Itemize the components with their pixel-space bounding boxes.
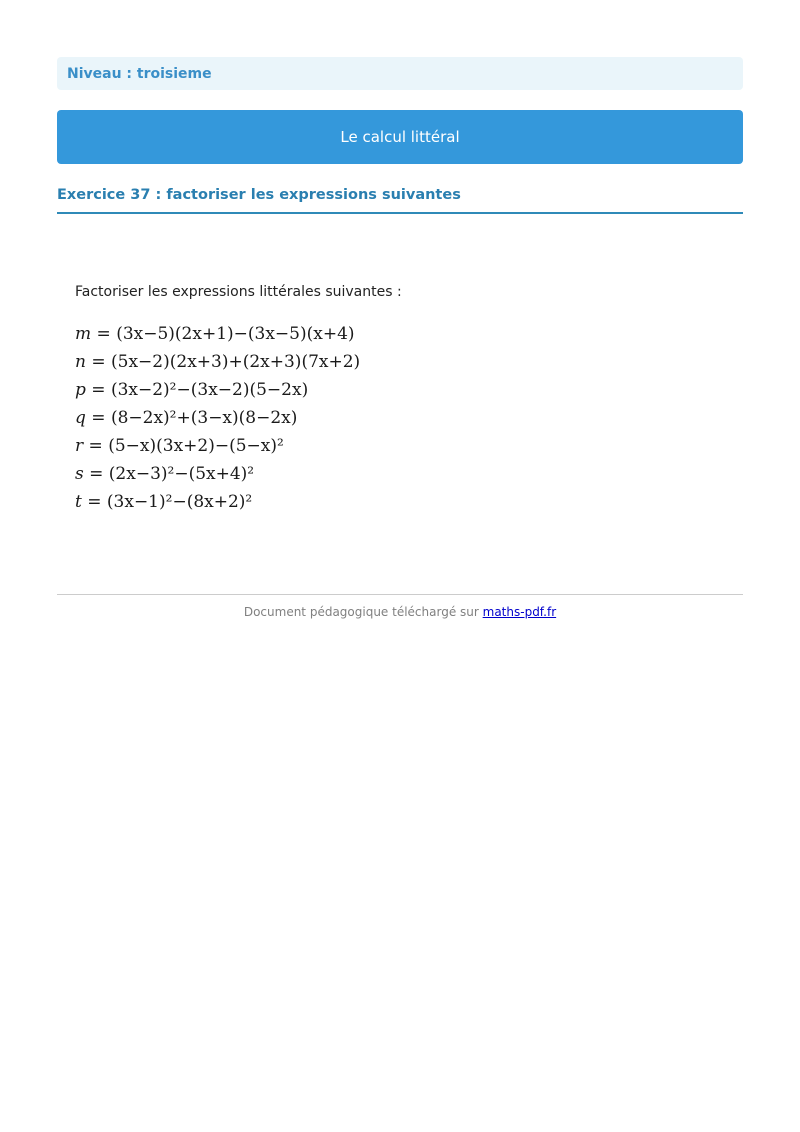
- chapter-title: Le calcul littéral: [340, 128, 460, 146]
- expression-name: r: [75, 436, 84, 456]
- footer-link[interactable]: maths-pdf.fr: [482, 605, 557, 619]
- exercise-title: Exercice 37 : factoriser les expressions suivantes: [57, 184, 743, 214]
- expression-item: t = (3x−1)²−(8x+2)²: [75, 492, 253, 512]
- expression-rhs: (5−x)(3x+2)−(5−x)²: [108, 436, 284, 456]
- expression-name: p: [75, 380, 86, 400]
- expression-item: q = (8−2x)²+(3−x)(8−2x): [75, 408, 298, 428]
- expression-name: q: [75, 408, 86, 428]
- expression-item: m = (3x−5)(2x+1)−(3x−5)(x+4): [75, 324, 355, 344]
- expression-name: t: [75, 492, 82, 512]
- expression-list: [75, 320, 675, 516]
- expression-name: m: [75, 324, 92, 344]
- expression-rhs: (3x−2)²−(3x−2)(5−2x): [110, 380, 309, 400]
- expression-name: s: [75, 464, 84, 484]
- expression-rhs: (2x−3)²−(5x+4)²: [108, 464, 255, 484]
- expression-rhs: (3x−1)²−(8x+2)²: [106, 492, 253, 512]
- level-label: Niveau : troisieme: [67, 65, 212, 82]
- level-box: [57, 57, 743, 90]
- expression-rhs: (8−2x)²+(3−x)(8−2x): [110, 408, 298, 428]
- expression-rhs: (5x−2)(2x+3)+(2x+3)(7x+2): [111, 352, 361, 372]
- expression-rhs: (3x−5)(2x+1)−(3x−5)(x+4): [116, 324, 355, 344]
- expression-item: r = (5−x)(3x+2)−(5−x)²: [75, 436, 284, 456]
- expression-item: n = (5x−2)(2x+3)+(2x+3)(7x+2): [75, 352, 361, 372]
- expression-item: s = (2x−3)²−(5x+4)²: [75, 464, 255, 484]
- footer-divider: [57, 594, 743, 595]
- exercise-instruction: Factoriser les expressions littérales suivantes :: [75, 284, 402, 300]
- expression-name: n: [75, 352, 86, 372]
- exercise-body: [75, 282, 675, 516]
- chapter-banner: [57, 110, 743, 164]
- footer: [57, 605, 743, 619]
- expression-item: p = (3x−2)²−(3x−2)(5−2x): [75, 380, 309, 400]
- footer-text: Document pédagogique téléchargé sur: [243, 605, 483, 619]
